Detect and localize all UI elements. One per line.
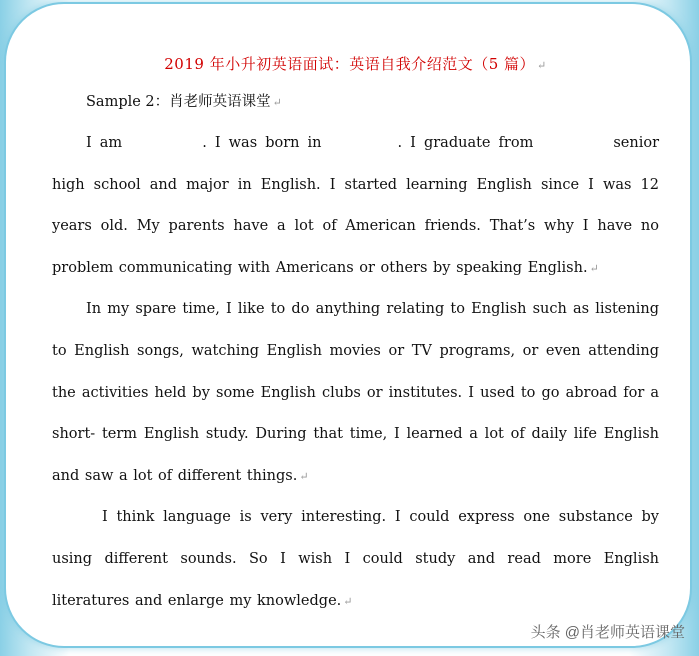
paragraph-mark: ↵ (272, 96, 282, 109)
paragraph-3: I think language is very interesting. I could express one substance by using different sounds. So I wish I could study and read more English literatures and enlarge my knowledge. ↵ (52, 509, 659, 609)
paragraph-1-text-d: senior high school and major in English. I started learning English since I was 12 years old. My parents have a lot of American friends. That’s why I have no problem communicating with Americans or others by speaking English. (52, 135, 660, 276)
sample-label: Sample 2：肖老师英语课堂 ↵ (86, 94, 282, 110)
paragraph-2: In my spare time, I like to do anything relating to English such as listening to English songs, watching English movies or TV programs, or even attending the activities held by some English clubs or institutes. I used to go abroad for a short- term English study. During that time, I learned a lot of daily life English and saw a lot of different things. ↵ (52, 301, 659, 484)
document-title: 2019 年小升初英语面试：英语自我介绍范文（5 篇） ↵ (164, 55, 547, 73)
document-content (52, 48, 659, 622)
paragraph-1-text-b: . I was born in (202, 135, 322, 151)
paragraph-mark: ↵ (589, 261, 599, 275)
paragraph-mark: ↵ (343, 594, 353, 608)
paragraph-1-text-c: . I graduate from (397, 135, 534, 151)
paragraph-mark: ↵ (299, 469, 309, 483)
paragraph-1-text-a: I am (86, 135, 123, 151)
watermark: 头条 @肖老师英语课堂 (530, 624, 685, 641)
paragraph-mark: ↵ (537, 59, 547, 72)
paragraph-1 (52, 123, 659, 289)
document-card (4, 2, 692, 648)
